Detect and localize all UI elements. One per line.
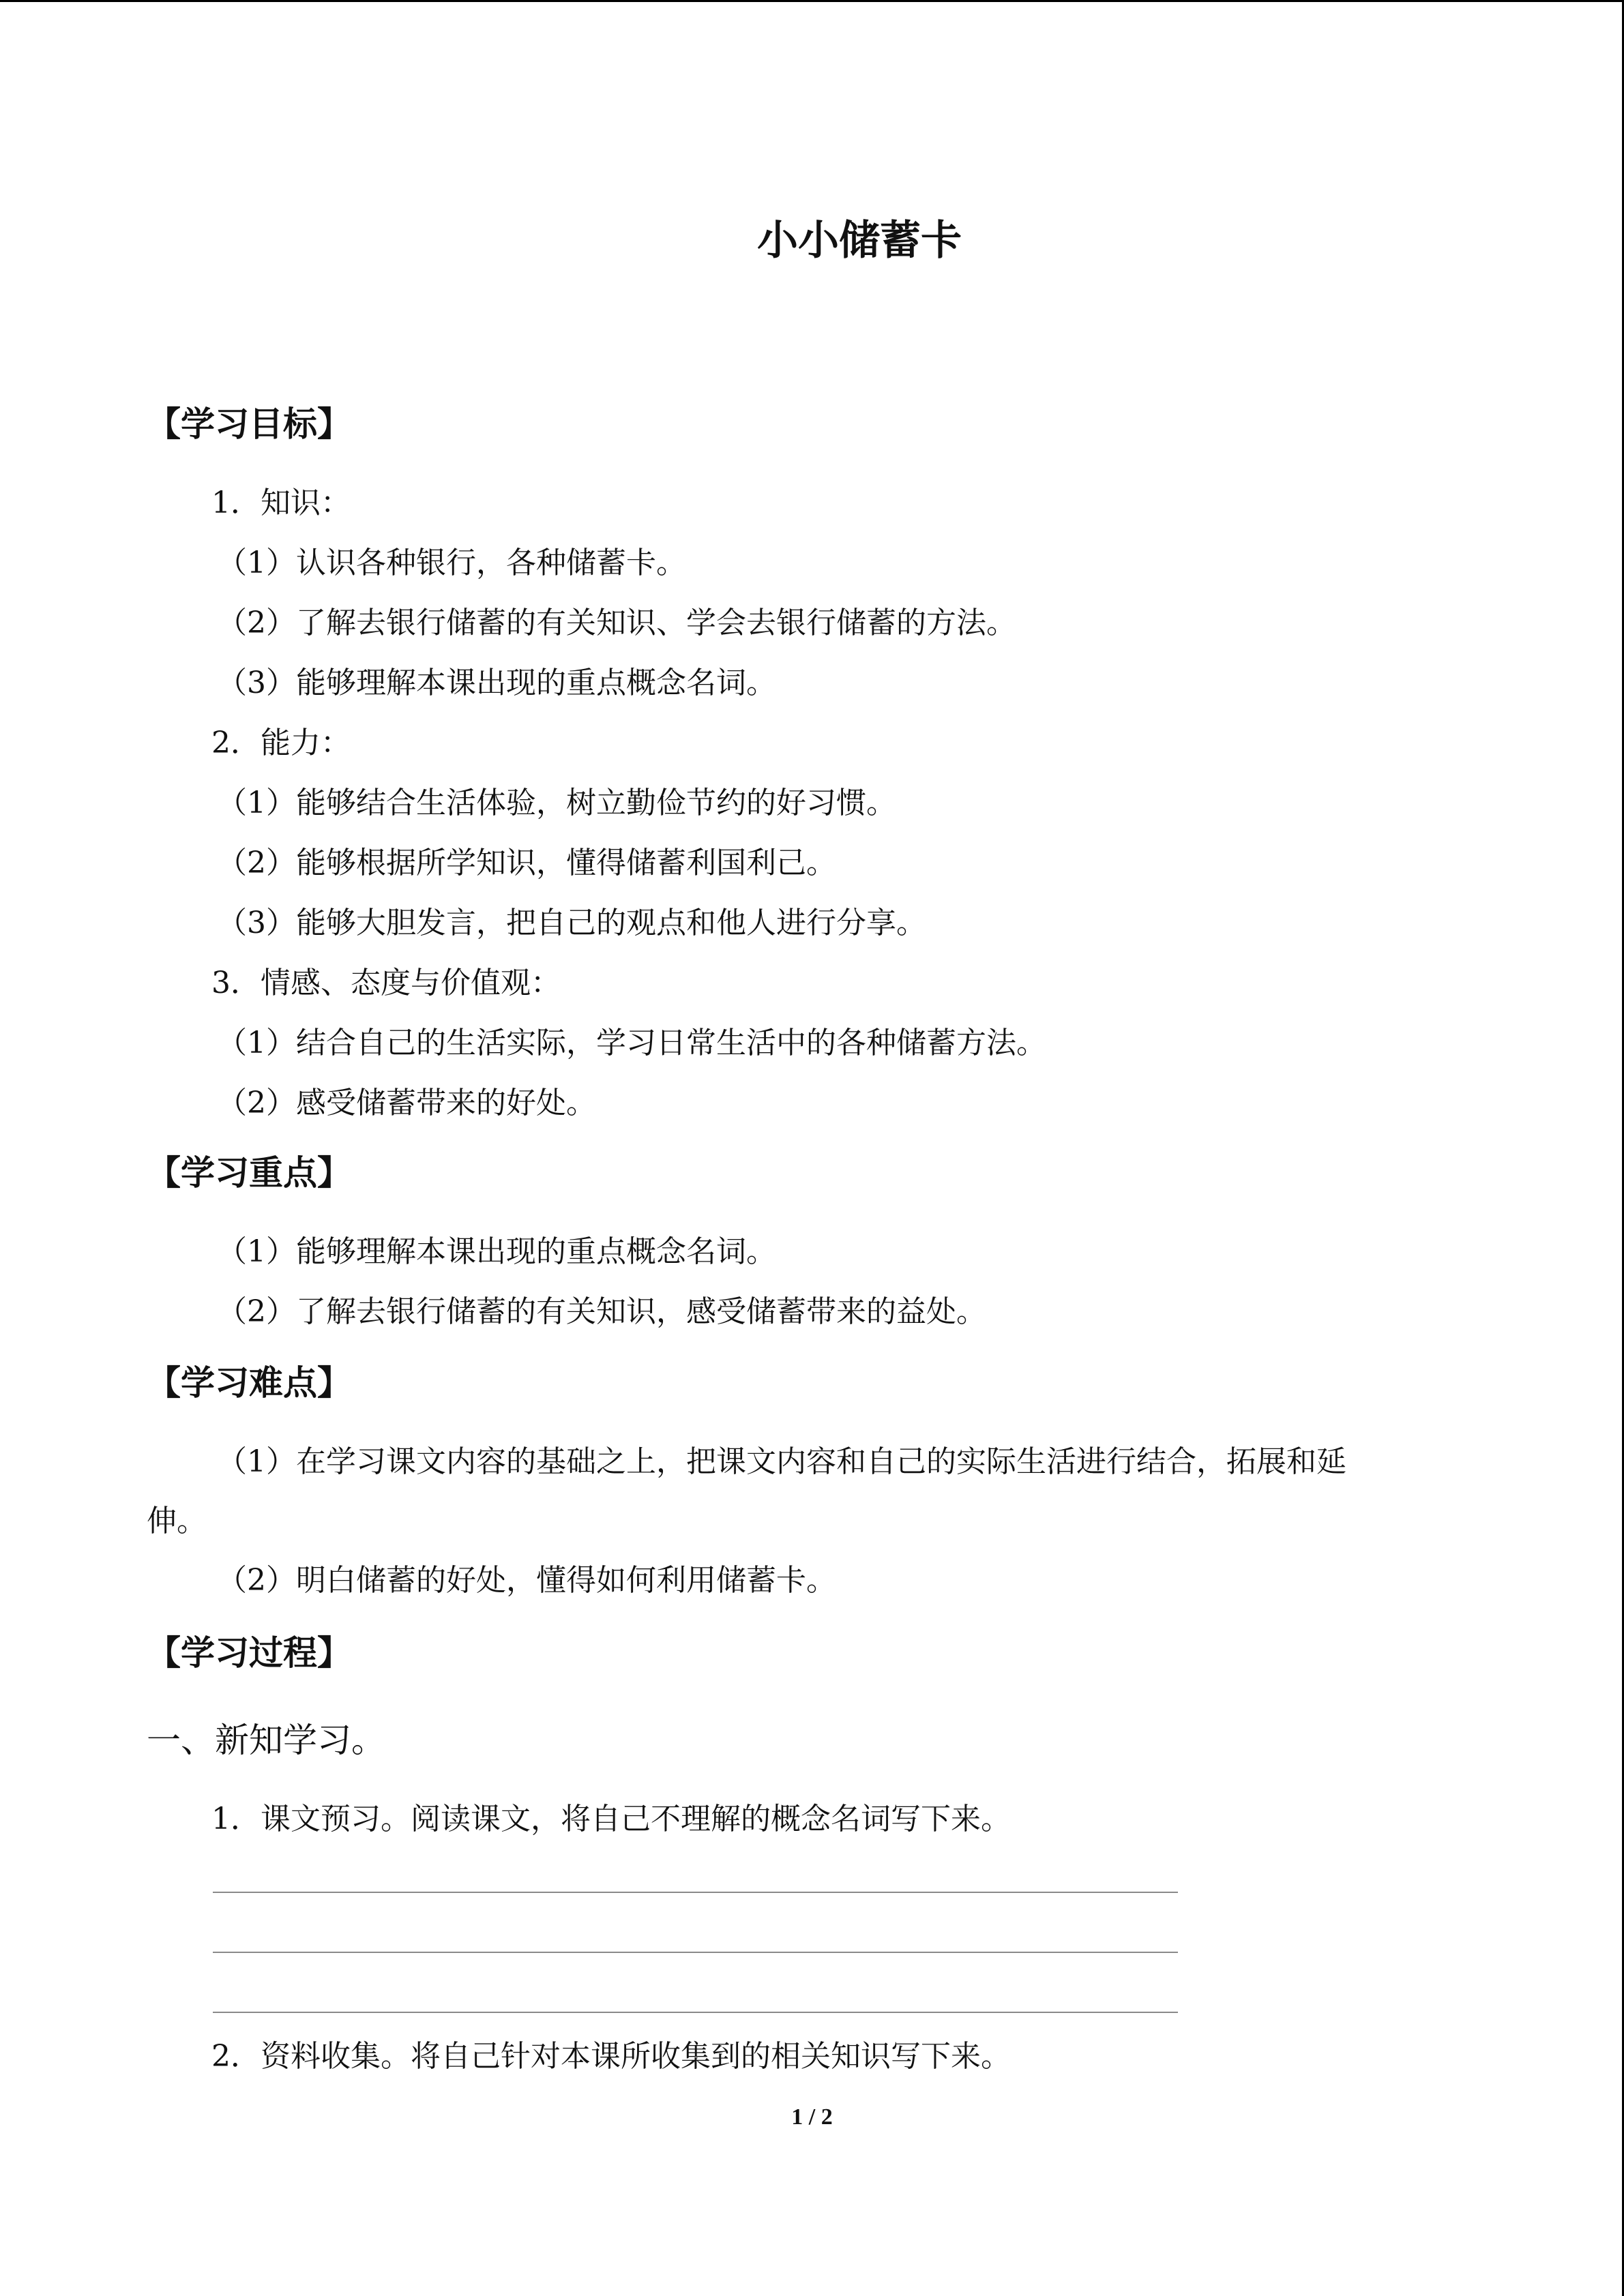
process-heading: 【学习过程】 (147, 1633, 351, 1673)
goals-heading: 【学习目标】 (147, 404, 351, 444)
page-title: 小小储蓄卡 (757, 217, 962, 265)
top-border (0, 0, 1624, 2)
section-new-knowledge: 一、新知学习。 (147, 1720, 385, 1760)
page-number: 1 / 2 (791, 2104, 833, 2130)
emotion-item: （1）结合自己的生活实际，学习日常生活中的各种储蓄方法。 (217, 1026, 1046, 1060)
ability-item: （2）能够根据所学知识，懂得储蓄利国利己。 (217, 846, 836, 880)
difficulty-item-1: （1）在学习课文内容的基础之上，把课文内容和自己的实际生活进行结合，拓展和延 (217, 1444, 1346, 1479)
ability-label: 2．能力： (211, 726, 351, 760)
task-preview: 1．课文预习。阅读课文，将自己不理解的概念名词写下来。 (211, 1802, 1011, 1836)
answer-line[interactable] (213, 1952, 1178, 1953)
difficulty-item-2: （2）明白储蓄的好处，懂得如何利用储蓄卡。 (217, 1563, 836, 1598)
knowledge-item: （2）了解去银行储蓄的有关知识、学会去银行储蓄的方法。 (217, 606, 1016, 640)
task-collection: 2．资料收集。将自己针对本课所收集到的相关知识写下来。 (211, 2039, 1011, 2074)
ability-item: （3）能够大胆发言，把自己的观点和他人进行分享。 (217, 906, 926, 940)
key-point-item: （2）了解去银行储蓄的有关知识，感受储蓄带来的益处。 (217, 1294, 986, 1329)
key-points-heading: 【学习重点】 (147, 1153, 351, 1193)
answer-line[interactable] (213, 2012, 1178, 2013)
emotion-label: 3．情感、态度与价值观： (211, 966, 561, 1000)
key-point-item: （1）能够理解本课出现的重点概念名词。 (217, 1234, 776, 1269)
ability-item: （1）能够结合生活体验，树立勤俭节约的好习惯。 (217, 786, 896, 820)
emotion-item: （2）感受储蓄带来的好处。 (217, 1086, 596, 1120)
difficulties-heading: 【学习难点】 (147, 1363, 351, 1403)
knowledge-item: （1）认识各种银行，各种储蓄卡。 (217, 546, 686, 580)
difficulty-item-1-continued: 伸。 (147, 1504, 207, 1538)
knowledge-item: （3）能够理解本课出现的重点概念名词。 (217, 666, 776, 700)
answer-line[interactable] (213, 1892, 1178, 1893)
knowledge-label: 1．知识： (211, 486, 351, 520)
